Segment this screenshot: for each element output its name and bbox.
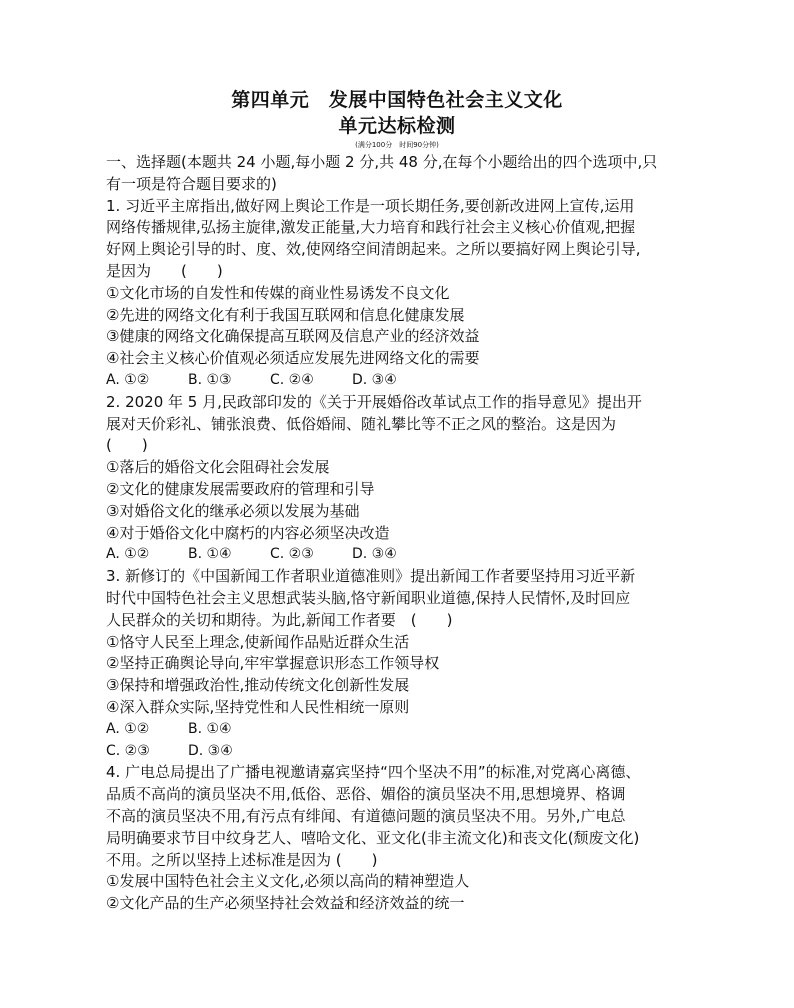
statement-item: ②先进的网络文化有利于我国互联网和信息化健康发展: [106, 305, 465, 324]
option-b[interactable]: B. ①③: [188, 371, 232, 388]
statement-item: ③保持和增强政治性,推动传统文化创新性发展: [106, 676, 410, 695]
question-3: [106, 566, 706, 762]
question-stem-line: 1. 习近平主席指出,做好网上舆论工作是一项长期任务,要创新改进网上宣传,运用: [106, 196, 635, 215]
option-c[interactable]: C. ②③: [270, 546, 314, 563]
question-stem-line: 人民群众的关切和期待。为此,新闻工作者要 ( ): [106, 610, 453, 629]
exam-body: [106, 152, 706, 915]
question-stem-line: 2. 2020 年 5 月,民政部印发的《关于开展婚俗改革试点工作的指导意见》提出开: [106, 392, 642, 411]
option-b[interactable]: B. ①④: [188, 546, 232, 563]
question-stem-line: ( ): [106, 436, 148, 455]
answer-options: [106, 370, 706, 392]
unit-title: 第四单元 发展中国特色社会主义文化: [231, 89, 563, 111]
question-stem-line: 时代中国特色社会主义思想武装头脑,恪守新闻职业道德,保持人民情怀,及时回应: [106, 588, 631, 607]
question-stem-line: 好网上舆论引导的时、度、效,使网络空间清朗起来。之所以要搞好网上舆论引导,: [106, 240, 641, 259]
question-stem-line: 网络传播规律,弘扬主旋律,激发正能量,大力培育和践行社会主义核心价值观,把握: [106, 218, 636, 237]
answer-options: [106, 741, 706, 763]
question-stem-line: 3. 新修订的《中国新闻工作者职业道德准则》提出新闻工作者要坚持用习近平新: [106, 567, 636, 586]
exam-subtitle: 单元达标检测: [338, 115, 456, 137]
question-stem-line: 不高的演员坚决不用,有污点有绯闻、有道德问题的演员坚决不用。另外,广电总: [106, 806, 626, 825]
question-stem-line: 局明确要求节目中纹身艺人、嘻哈文化、亚文化(非主流文化)和丧文化(颓废文化): [106, 828, 640, 847]
section-intro-line: 有一项是符合题目要求的): [106, 174, 277, 193]
option-c[interactable]: C. ②③: [106, 742, 150, 759]
section-intro-line: 一、选择题(本题共 24 小题,每小题 2 分,共 48 分,在每个小题给出的四个选项中,只: [106, 153, 658, 171]
section-instructions: [106, 152, 706, 196]
answer-options: [106, 544, 706, 566]
question-4: [106, 762, 706, 915]
statement-item: ①恪守人民至上理念,使新闻作品贴近群众生活: [106, 632, 410, 651]
question-stem-line: 不用。之所以坚持上述标准是因为 ( ): [106, 850, 378, 869]
option-a[interactable]: A. ①②: [106, 546, 150, 563]
score-time-note: (满分100分 时间90分钟): [355, 141, 439, 149]
statement-item: ④深入群众实际,坚持党性和人民性相统一原则: [106, 697, 410, 716]
question-stem-line: 品质不高尚的演员坚决不用,低俗、恶俗、媚俗的演员坚决不用,思想境界、格调: [106, 785, 626, 804]
question-stem-line: 是因为 ( ): [106, 261, 223, 280]
option-d[interactable]: D. ③④: [352, 371, 397, 388]
statement-item: ③健康的网络文化确保提高互联网及信息产业的经济效益: [106, 327, 480, 346]
question-2: [106, 392, 706, 566]
answer-options: [106, 719, 706, 741]
option-d[interactable]: D. ③④: [352, 546, 397, 563]
option-a[interactable]: A. ①②: [106, 720, 150, 737]
statement-item: ①发展中国特色社会主义文化,必须以高尚的精神塑造人: [106, 872, 470, 891]
option-a[interactable]: A. ①②: [106, 371, 150, 388]
statement-item: ②坚持正确舆论导向,牢牢掌握意识形态工作领导权: [106, 654, 440, 673]
question-stem-line: 4. 广电总局提出了广播电视邀请嘉宾坚持“四个坚决不用”的标准,对党离心离德、: [106, 763, 641, 782]
question-1: [106, 196, 706, 392]
statement-item: ①文化市场的自发性和传媒的商业性易诱发不良文化: [106, 283, 450, 302]
option-b[interactable]: B. ①④: [188, 720, 232, 737]
statement-item: ②文化的健康发展需要政府的管理和引导: [106, 479, 375, 498]
option-c[interactable]: C. ②④: [270, 371, 314, 388]
question-stem-line: 展对天价彩礼、铺张浪费、低俗婚闹、随礼攀比等不正之风的整治。这是因为: [106, 414, 617, 433]
statement-item: ①落后的婚俗文化会阻碍社会发展: [106, 458, 330, 477]
statement-item: ②文化产品的生产必须坚持社会效益和经济效益的统一: [106, 894, 465, 913]
statement-item: ③对婚俗文化的继承必须以发展为基础: [106, 501, 360, 520]
statement-item: ④对于婚俗文化中腐朽的内容必须坚决改造: [106, 523, 390, 542]
statement-item: ④社会主义核心价值观必须适应发展先进网络文化的需要: [106, 349, 480, 368]
option-d[interactable]: D. ③④: [188, 742, 233, 759]
